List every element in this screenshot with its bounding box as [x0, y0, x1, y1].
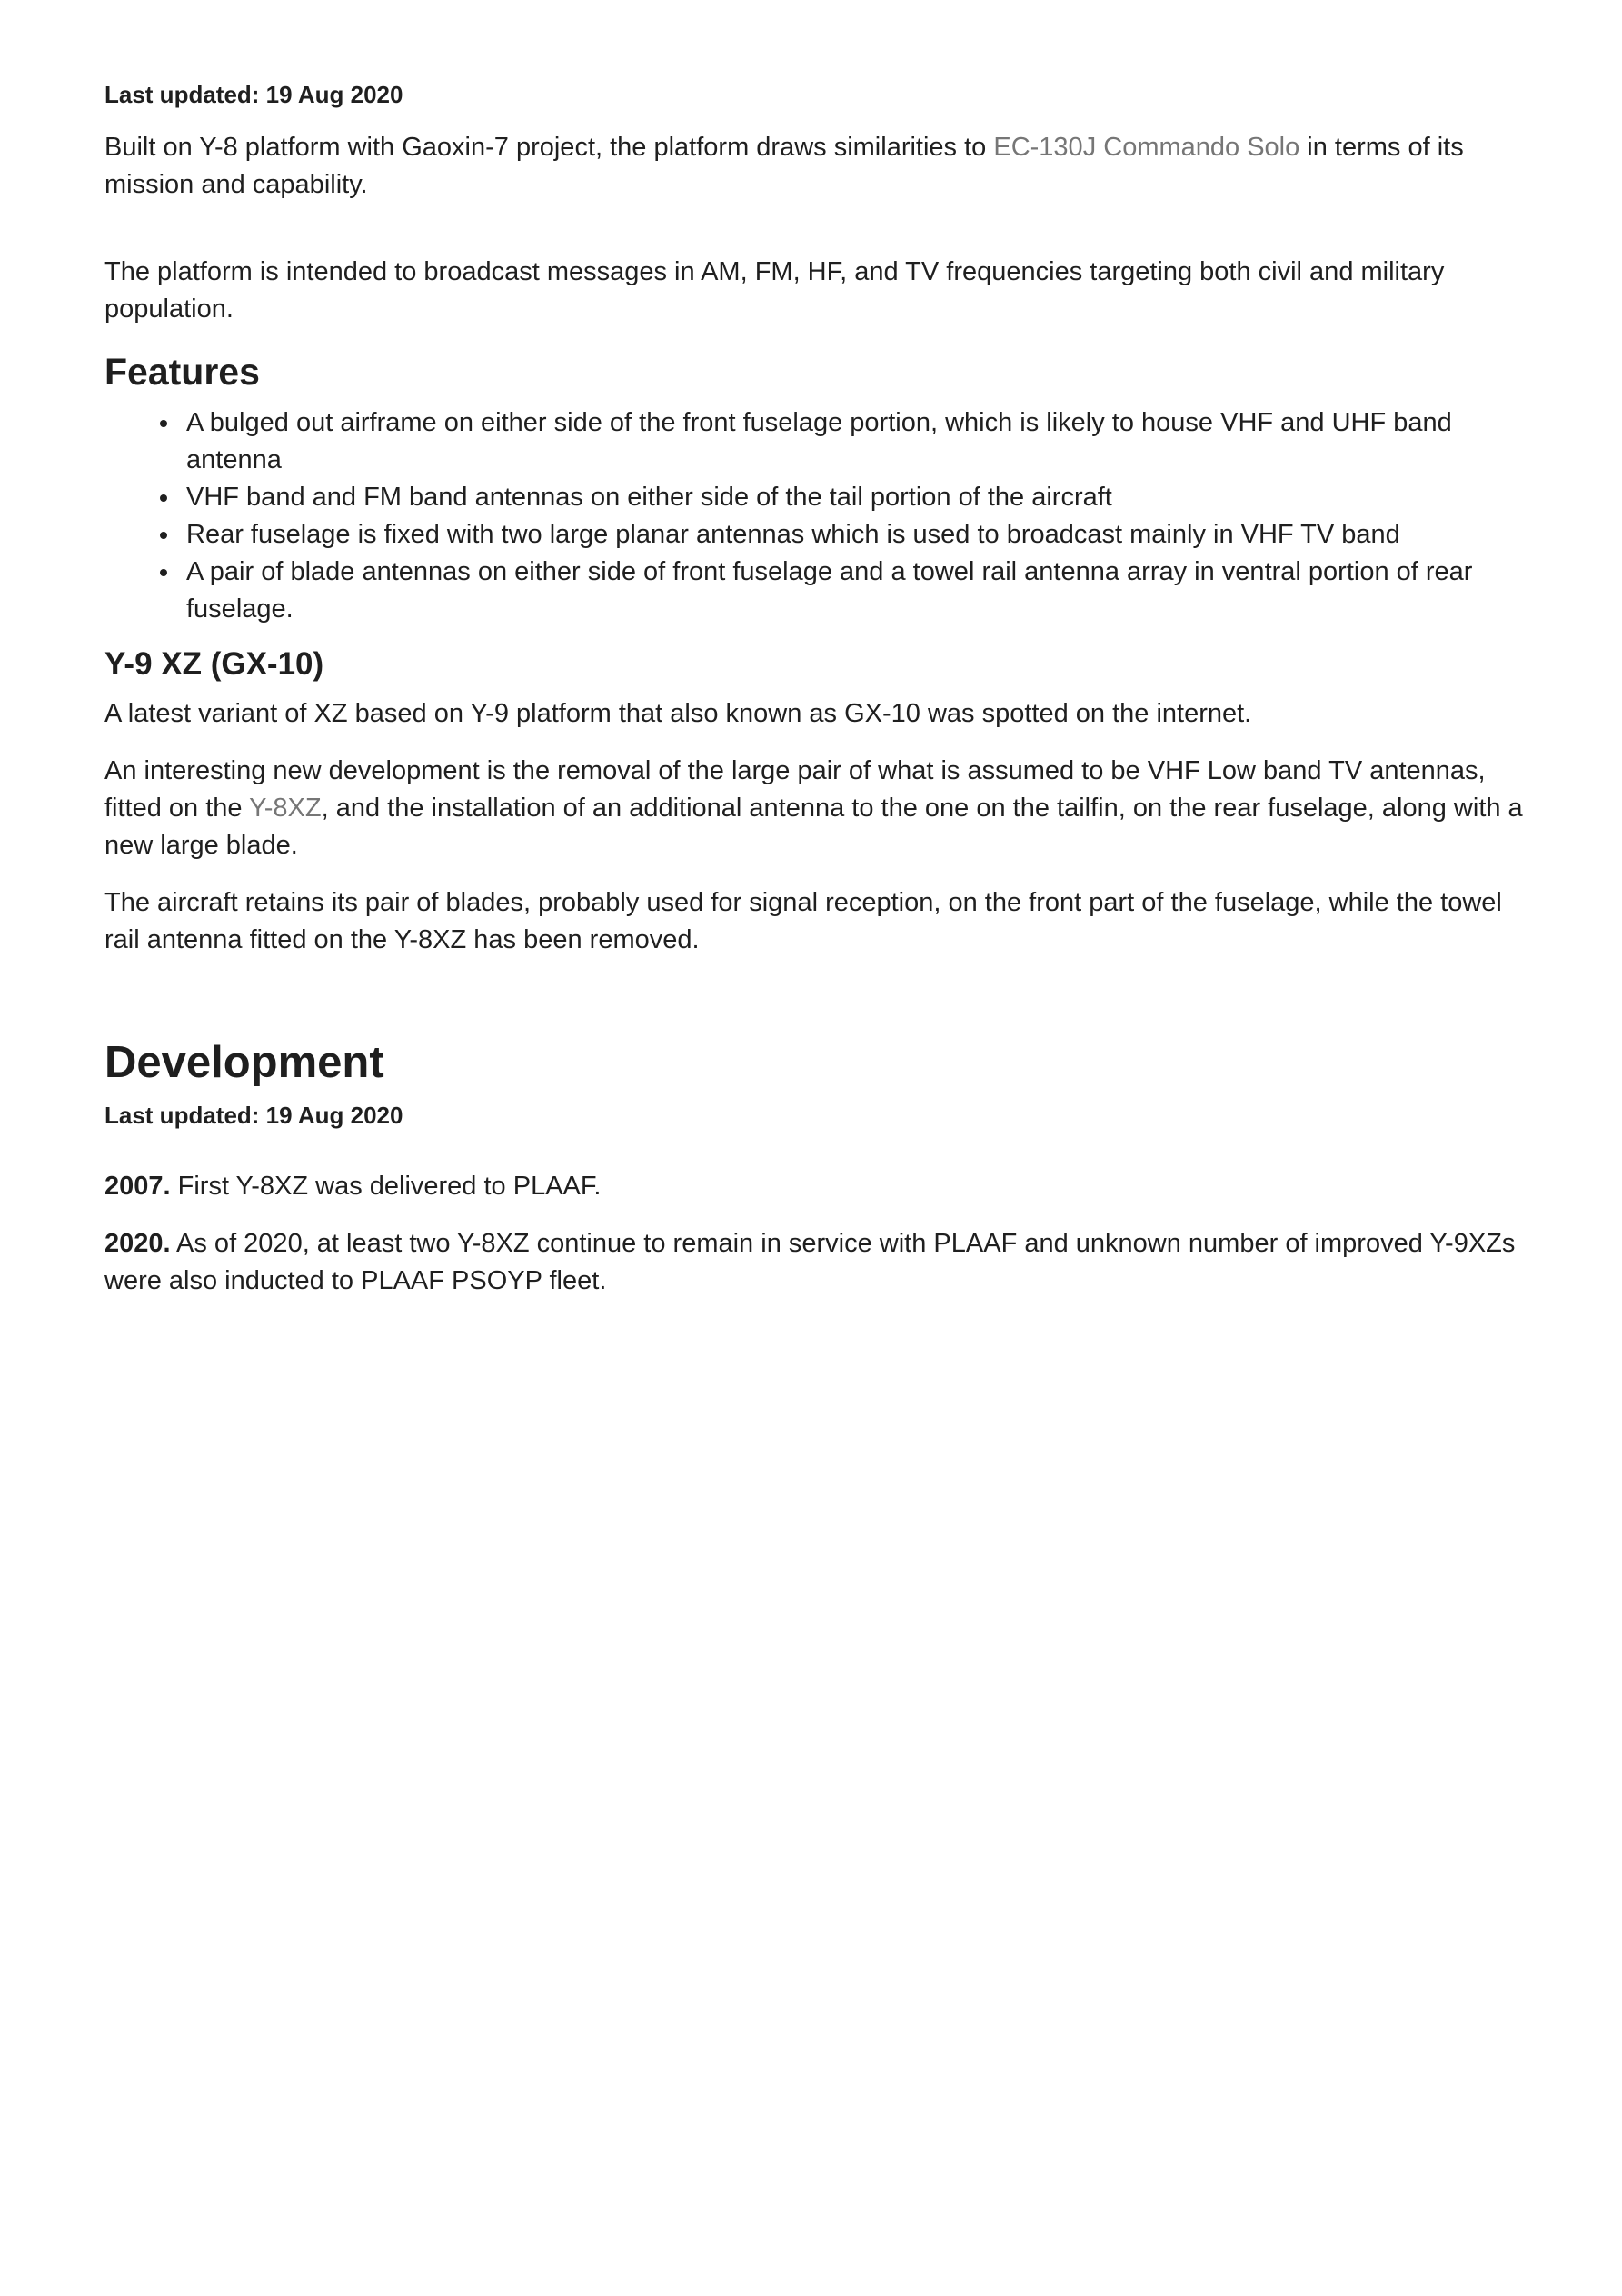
last-updated-label: Last updated: 19 Aug 2020	[104, 81, 403, 108]
variant-heading: Y-9 XZ (GX-10)	[104, 646, 324, 682]
variant-paragraph-3: The aircraft retains its pair of blades, probably used for signal reception, on the front part of the fuselage, while the towel rail antenna fitted on the Y-8XZ has been removed.	[104, 888, 1502, 954]
list-item: A pair of blade antennas on either side of front fuselage and a towel rail antenna array in ventral portion of rear fuselage.	[186, 554, 1531, 628]
features-heading: Features	[104, 351, 260, 393]
variant-paragraph-2	[104, 753, 1531, 864]
intro-text-start: Built on Y-8 platform with Gaoxin-7 project, the platform draws similarities to	[104, 133, 994, 162]
list-item: Rear fuselage is fixed with two large planar antennas which is used to broadcast mainly in VHF TV band	[186, 516, 1531, 554]
development-heading: Development	[104, 1038, 384, 1087]
list-item: VHF band and FM band antennas on either side of the tail portion of the aircraft	[186, 479, 1531, 516]
broadcast-paragraph: The platform is intended to broadcast messages in AM, FM, HF, and TV frequencies targeting both civil and military population.	[104, 257, 1445, 324]
variant-paragraph-1: A latest variant of XZ based on Y-9 platform that also known as GX-10 was spotted on the internet.	[104, 699, 1252, 728]
intro-text-end: in terms of its mission and capability.	[104, 133, 1464, 199]
development-entry	[104, 1225, 1531, 1300]
list-item: A bulged out airframe on either side of the front fuselage portion, which is likely to house VHF and UHF band antenna	[186, 404, 1531, 479]
document-page	[104, 0, 1531, 1300]
entry-year: 2007.	[104, 1172, 171, 1201]
entry-text: First Y-8XZ was delivered to PLAAF.	[170, 1172, 602, 1201]
ec-130j-link[interactable]: EC-130J Commando Solo	[993, 133, 1300, 162]
entry-year: 2020.	[104, 1229, 171, 1258]
features-list	[104, 404, 1531, 628]
intro-paragraph	[104, 129, 1531, 204]
entry-text: As of 2020, at least two Y-8XZ continue to remain in service with PLAAF and unknown number of improved Y-9XZs were also inducted to PLAAF PSOYP fleet.	[104, 1229, 1516, 1295]
variant-text-start: An interesting new development is the removal of the large pair of what is assumed to be VHF Low band TV antennas, fitted on the	[104, 756, 1486, 823]
variant-text-end: , and the installation of an additional antenna to the one on the tailfin, on the rear fuselage, along with a new large blade.	[104, 794, 1523, 860]
development-last-updated-label: Last updated: 19 Aug 2020	[104, 1102, 403, 1129]
development-entry	[104, 1168, 1531, 1205]
y-8xz-link[interactable]: Y-8XZ	[249, 794, 322, 823]
